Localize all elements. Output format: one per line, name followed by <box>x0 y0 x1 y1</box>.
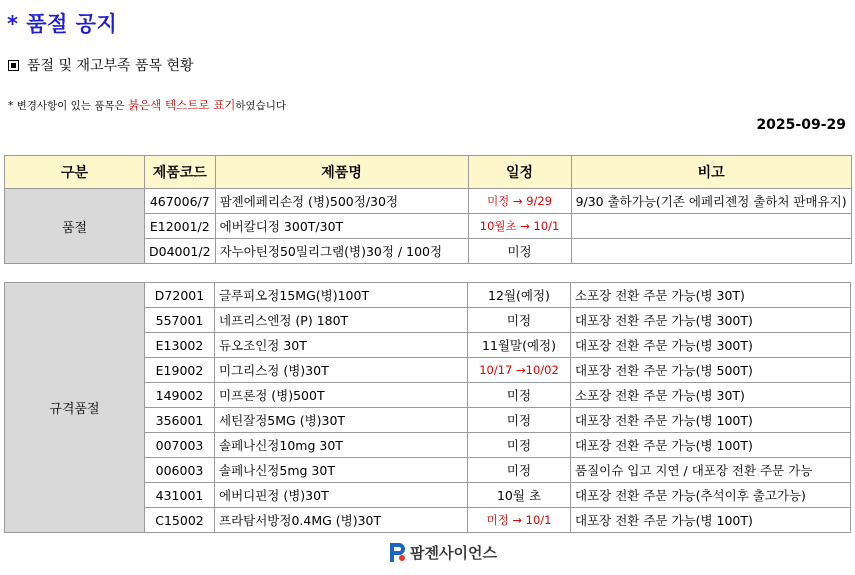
square-bullet-icon <box>8 60 19 71</box>
product-code-cell: 431001 <box>145 483 215 508</box>
header-product: 제품명 <box>215 156 468 189</box>
pharmgen-logo-icon <box>389 541 407 563</box>
table-row <box>5 283 851 308</box>
remarks-cell: 소포장 전환 주문 가능(병 30T) <box>571 383 851 408</box>
product-code-cell: 006003 <box>145 458 215 483</box>
notice-date: 2025-09-29 <box>756 117 846 133</box>
header-category: 구분 <box>5 156 145 189</box>
schedule-cell: 10월 초 <box>468 483 571 508</box>
remarks-cell: 대포장 전환 주문 가능(병 100T) <box>571 508 851 533</box>
product-name-cell: 에버디핀정 (병)30T <box>215 483 468 508</box>
table-row <box>5 189 852 214</box>
schedule-cell: 12월(예정) <box>468 283 571 308</box>
section-heading <box>8 55 194 75</box>
category-cell: 품절 <box>5 189 145 264</box>
product-name-cell: 글루피오정15MG(병)100T <box>215 283 468 308</box>
remarks-cell: 대포장 전환 주문 가능(병 500T) <box>571 358 851 383</box>
schedule-cell: 11월말(예정) <box>468 333 571 358</box>
remarks-cell: 9/30 출하가능(기존 에페리젠정 출하처 판매유지) <box>571 189 851 214</box>
remarks-cell <box>571 239 851 264</box>
soldout-table <box>4 155 852 264</box>
schedule-cell: 미정 <box>468 383 571 408</box>
page-title: * 품절 공지 <box>7 12 118 36</box>
product-code-cell: 356001 <box>145 408 215 433</box>
header-remarks: 비고 <box>571 156 851 189</box>
change-notice <box>8 97 286 113</box>
product-code-cell: E12001/2 <box>145 214 216 239</box>
header-schedule: 일정 <box>468 156 571 189</box>
schedule-cell: 미정 <box>468 308 571 333</box>
product-code-cell: D72001 <box>145 283 215 308</box>
product-name-cell: 미그리스정 (병)30T <box>215 358 468 383</box>
notice-suffix: 하였습니다 <box>235 100 287 112</box>
product-code-cell: E13002 <box>145 333 215 358</box>
remarks-cell: 대포장 전환 주문 가능(병 300T) <box>571 333 851 358</box>
product-code-cell: 467006/7 <box>145 189 216 214</box>
remarks-cell: 대포장 전환 주문 가능(병 100T) <box>571 433 851 458</box>
schedule-cell: 10/17 →10/02 <box>468 358 571 383</box>
product-name-cell: 자누아틴정50밀리그램(병)30정 / 100정 <box>215 239 468 264</box>
category-cell: 규격품절 <box>5 283 145 533</box>
product-code-cell: C15002 <box>145 508 215 533</box>
schedule-cell: 미정 → 10/1 <box>468 508 571 533</box>
remarks-cell: 대포장 전환 주문 가능(추석이후 출고가능) <box>571 483 851 508</box>
remarks-cell: 소포장 전환 주문 가능(병 30T) <box>571 283 851 308</box>
remarks-cell: 품질이슈 입고 지연 / 대포장 전환 주문 가능 <box>571 458 851 483</box>
product-name-cell: 솔페나신정10mg 30T <box>215 433 468 458</box>
schedule-cell: 미정 <box>468 239 571 264</box>
product-code-cell: D04001/2 <box>145 239 216 264</box>
remarks-cell <box>571 214 851 239</box>
product-name-cell: 미프론정 (병)500T <box>215 383 468 408</box>
product-name-cell: 듀오조인정 30T <box>215 333 468 358</box>
schedule-cell: 미정 → 9/29 <box>468 189 571 214</box>
remarks-cell: 대포장 전환 주문 가능(병 100T) <box>571 408 851 433</box>
product-code-cell: 149002 <box>145 383 215 408</box>
product-name-cell: 세틴잘정5MG (병)30T <box>215 408 468 433</box>
product-name-cell: 에버칼디정 300T/30T <box>215 214 468 239</box>
product-name-cell: 네프리스엔정 (P) 180T <box>215 308 468 333</box>
product-code-cell: E19002 <box>145 358 215 383</box>
header-code: 제품코드 <box>145 156 216 189</box>
section-heading-label: 품절 및 재고부족 품목 현황 <box>27 58 194 74</box>
schedule-cell: 미정 <box>468 458 571 483</box>
product-name-cell: 팜젠에페리손정 (병)500정/30정 <box>215 189 468 214</box>
product-code-cell: 007003 <box>145 433 215 458</box>
product-name-cell: 프라탐서방정0.4MG (병)30T <box>215 508 468 533</box>
table-header-row <box>5 156 852 189</box>
notice-highlight: 붉은색 텍스트로 표기 <box>128 98 236 112</box>
product-name-cell: 솔페나신정5mg 30T <box>215 458 468 483</box>
notice-prefix: * 변경사항이 있는 품목은 <box>8 100 129 112</box>
logo-text: 팜젠사이언스 <box>410 543 497 562</box>
schedule-cell: 미정 <box>468 433 571 458</box>
company-logo <box>389 541 497 563</box>
product-code-cell: 557001 <box>145 308 215 333</box>
partial-soldout-table <box>4 282 851 533</box>
schedule-cell: 10월초 → 10/1 <box>468 214 571 239</box>
schedule-cell: 미정 <box>468 408 571 433</box>
remarks-cell: 대포장 전환 주문 가능(병 300T) <box>571 308 851 333</box>
